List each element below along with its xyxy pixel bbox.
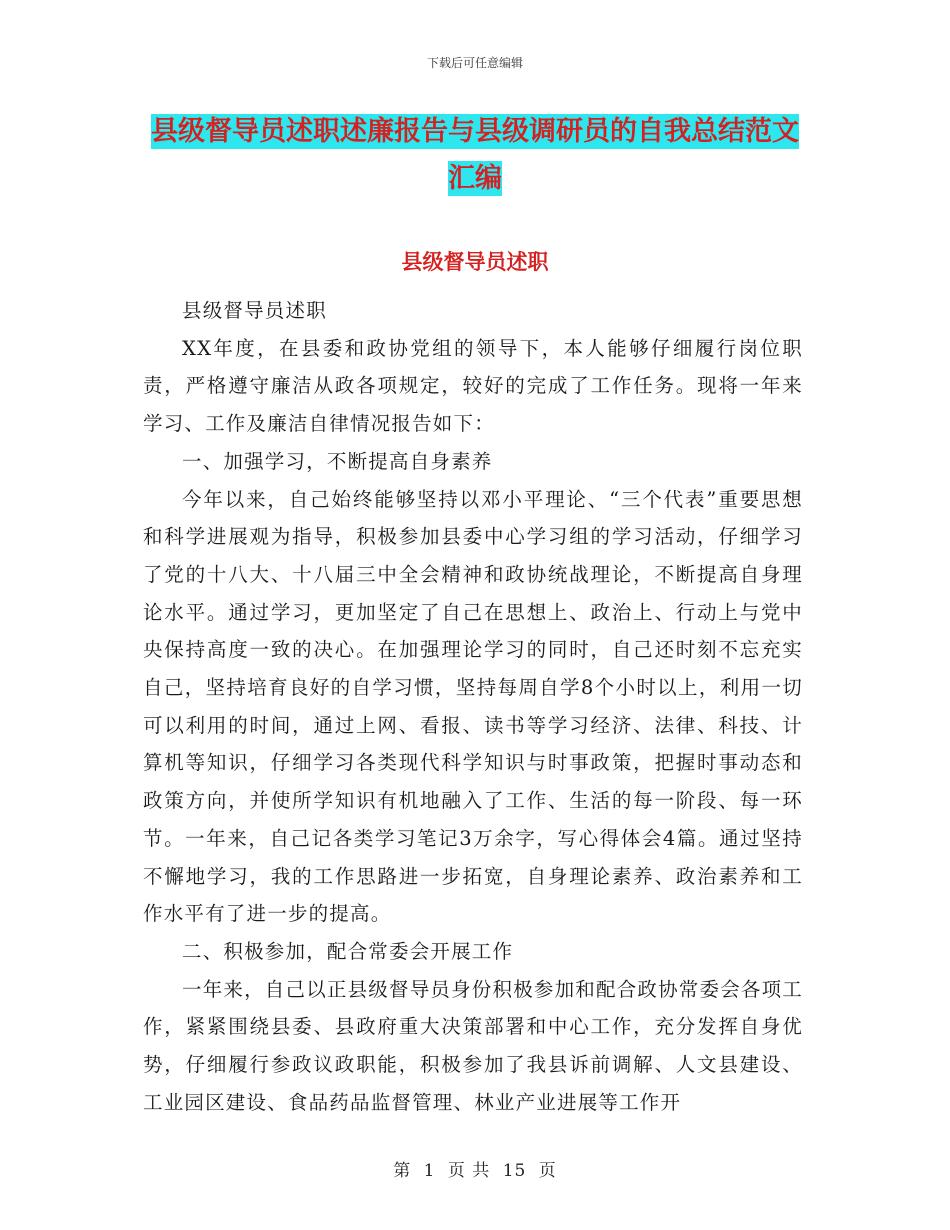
page-label-mid: 页 共 xyxy=(447,1161,491,1181)
page-number: 1 xyxy=(423,1161,436,1181)
section-title: 县级督导员述职 xyxy=(401,250,549,274)
total-pages: 15 xyxy=(502,1161,527,1181)
page-label-suffix: 页 xyxy=(538,1161,557,1181)
paragraph: XX年度，在县委和政协党组的领导下，本人能够仔细履行岗位职责，严格遵守廉洁从政各项规定，较好的完成了工作任务。现将一年来学习、工作及廉洁自律情况报告如下： xyxy=(143,336,803,436)
paragraph: 一年来，自己以正县级督导员身份积极参加和配合政协常委会各项工作，紧紧围绕县委、县政府重大决策部署和中心工作，充分发挥自身优势，仔细履行参政议政职能，积极参加了我县诉前调解、人文县建设、工业园区建设、食品药品监督管理、林业产业进展等工作开 xyxy=(143,977,804,1114)
page-footer xyxy=(0,1156,950,1181)
paragraph-heading: 二、积极参加，配合常委会开展工作 xyxy=(182,939,514,963)
paragraph: 县级督导员述职 xyxy=(182,299,327,322)
header-note: 下载后可任意编辑 xyxy=(426,56,523,70)
document-body xyxy=(143,292,803,1121)
document-title-text: 县级督导员述职述廉报告与县级调研员的自我总结范文汇编 xyxy=(151,116,799,194)
document-title xyxy=(140,108,810,202)
paragraph: 今年以来，自己始终能够坚持以邓小平理论、“三个代表”重要思想和科学进展观为指导，积极参加县委中心学习组的学习活动，仔细学习了党的十八大、十八届三中全会精神和政协统战理论，不断提高自身理论水平。通过学习，更加坚定了自己在思想上、政治上、行动上与党中央保持高度一致的决心。在加强理论学习的同时，自己还时刻不忘充实自己，坚持培育良好的自学习惯，坚持每周自学8个小时以上，利用一切可以利用的时间，通过上网、看报、读书等学习经济、法律、科技、计算机等知识，仔细学习各类现代科学知识与时事政策，把握时事动态和政策方向，并使所学知识有机地融入了工作、生活的每一阶段、每一环节。一年来，自己记各类学习笔记3万余字，写心得体会4篇。通过坚持不懈地学习，我的工作思路进一步拓宽，自身理论素养、政治素养和工作水平有了进一步的提高。 xyxy=(143,487,803,926)
paragraph-heading: 一、加强学习，不断提高自身素养 xyxy=(182,449,493,473)
page-label-prefix: 第 xyxy=(393,1161,412,1181)
